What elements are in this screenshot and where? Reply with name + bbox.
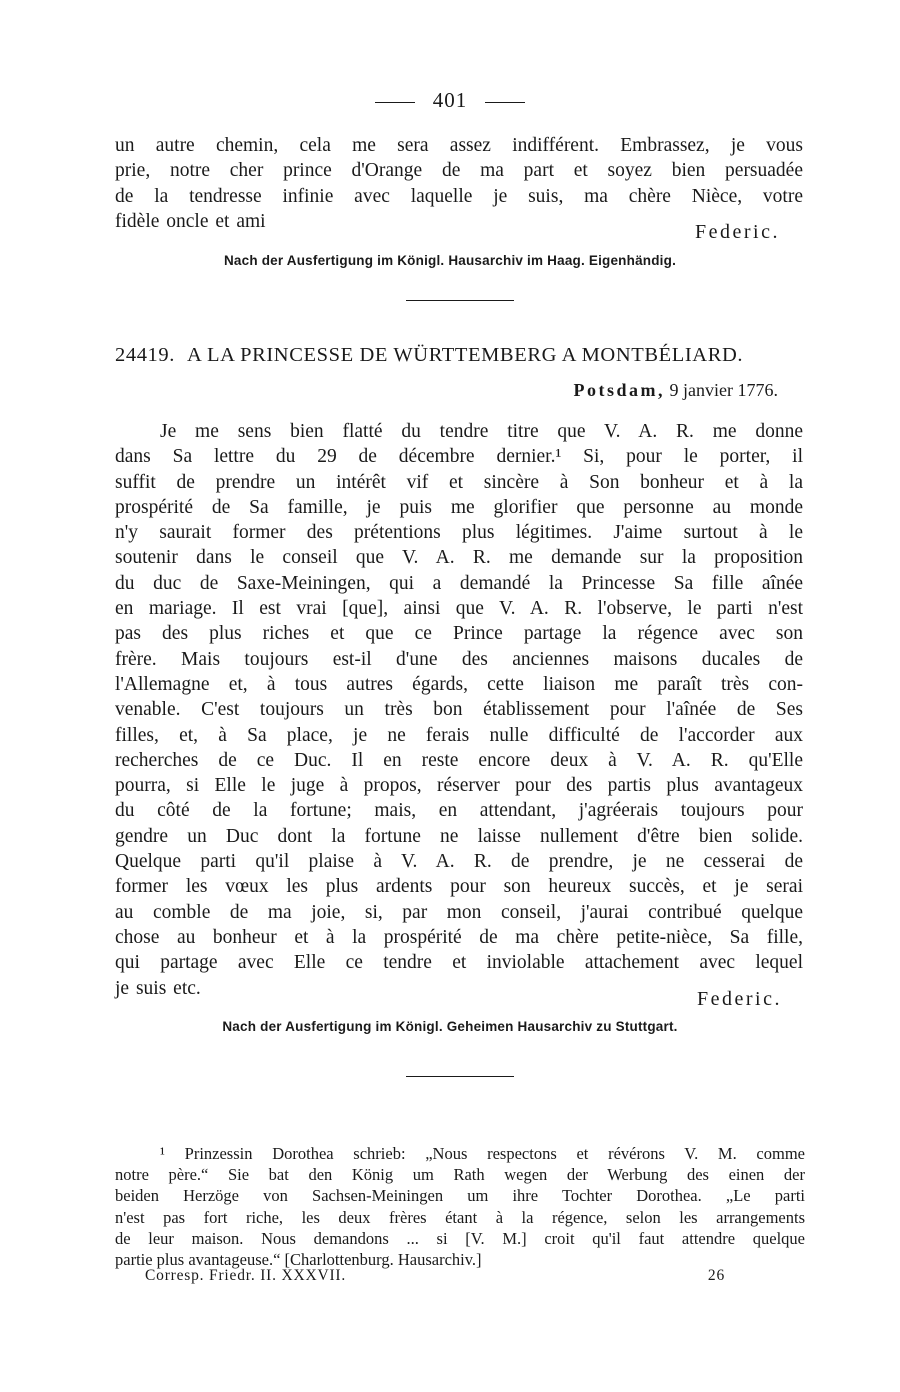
letter-heading [115,344,805,367]
page-number [0,88,900,113]
paragraph-line: pourra, si Elle le juge à propos, réserver pour des partis plus avantageux [115,775,803,797]
letter-place: Potsdam, [573,380,666,400]
footnote-line: beiden Herzöge von Sachsen-Meiningen um ihre Tochter Dorothea. „Le parti [115,1186,805,1206]
paragraph-line: du duc de Saxe-Meiningen, qui a demandé la Princesse Sa fille aînée [115,572,803,594]
paragraph-line: un autre chemin, cela me sera assez indifférent. Embrassez, je vous [115,135,803,156]
section-divider [406,300,514,301]
footnote-line: de leur maison. Nous demandons ... si [V. M.] croit qu'il faut attendre quelque [115,1228,805,1248]
page-footer [145,1267,725,1285]
paragraph-line: prospérité de Sa famille, je puis me glorifier que personne au monde [115,496,803,518]
footnote-line: n'est pas fort riche, les deux frères étant à la régence, selon les arrangements [115,1207,805,1227]
footnote-line: partie plus avantageuse.“ [Charlottenburg. Hausarchiv.] [115,1250,482,1270]
paragraph-line: de la tendresse infinie avec laquelle je suis, ma chère Nièce, votre [115,185,803,207]
letter-title: A LA PRINCESSE DE WÜRTTEMBERG A MONTBÉLIARD. [186,344,744,366]
paragraph-line: suffit de prendre un intérêt vif et sincère à Son bonheur et à la [115,471,803,493]
paragraph-line: soutenir dans le conseil que V. A. R. me demande sur la proposition [115,547,803,569]
paragraph-line: gendre un Duc dont la fortune ne laisse nullement d'être bien solide. [115,825,803,847]
paragraph-line: fidèle oncle et ami [115,210,266,232]
paragraph-line: frère. Mais toujours est-il d'une des anciennes maisons ducales de [115,648,803,670]
letter-date: 9 janvier 1776. [669,380,778,400]
paragraph-line: en mariage. Il est vrai [que], ainsi que V. A. R. l'observe, le parti n'est [115,598,803,620]
paragraph-line: former les vœux les plus ardents pour son heureux succès, et je serai [115,876,803,898]
footer-signature-mark: 26 [707,1267,725,1284]
letter-body [115,419,803,1001]
footnote-line: notre père.“ Sie bat den König um Rath wegen der Werbung des einen der [115,1165,805,1185]
letter-source-note: Nach der Ausfertigung im Königl. Geheimen Hausarchiv zu Stuttgart. [222,1019,678,1034]
paragraph-line: je suis etc. [115,977,201,999]
opening-source-note: Nach der Ausfertigung im Königl. Hausarchiv im Haag. Eigenhändig. [223,253,677,268]
paragraph-line: filles, et, à Sa place, je ne ferais nulle difficulté de l'accorder aux [115,724,803,746]
letter-place-date [574,380,778,401]
footnote [115,1143,805,1270]
footnote-line: ¹ Prinzessin Dorothea schrieb: „Nous respectons et révérons V. M. comme [160,1144,805,1163]
section-divider [406,1076,514,1077]
paragraph-line: Je me sens bien flatté du tendre titre que V. A. R. me donne [160,421,803,442]
paragraph-line: du côté de la fortune; mais, en attendant, j'agréerais toujours pour [115,800,803,822]
page-number-dash-left [375,102,415,103]
paragraph-line: recherches de ce Duc. Il en reste encore deux à V. A. R. qu'Elle [115,749,803,771]
page-number-dash-right [485,102,525,103]
footer-volume: Corresp. Friedr. II. XXXVII. [145,1267,347,1284]
paragraph-line: prie, notre cher prince d'Orange de ma part et soyez bien persuadée [115,160,803,182]
page-number-text: 401 [432,88,468,112]
paragraph-line: n'y saurait former des prétentions plus légitimes. J'aime surtout à le [115,522,803,544]
paragraph-line: chose au bonheur et à la prospérité de ma chère petite-nièce, Sa fille, [115,926,803,948]
paragraph-line: dans Sa lettre du 29 de décembre dernier.¹ Si, pour le porter, il [115,446,803,468]
paragraph-line: Quelque parti qu'il plaise à V. A. R. de prendre, je ne cesserai de [115,851,803,873]
opening-paragraph [115,133,803,234]
paragraph-line: au comble de ma joie, si, par mon conseil, j'aurai contribué quelque [115,901,803,923]
paragraph-line: qui partage avec Elle ce tendre et inviolable attachement avec lequel [115,952,803,974]
paragraph-line: venable. C'est toujours un très bon établissement pour l'aînée de Ses [115,699,803,721]
opening-signature: Federic. [695,221,780,243]
letter-signature: Federic. [697,988,782,1010]
letter-number: 24419. [115,344,175,366]
paragraph-line: pas des plus riches et que ce Prince partage la régence avec son [115,623,803,645]
paragraph-line: l'Allemagne et, à tous autres égards, cette liaison me paraît très con- [115,673,803,695]
